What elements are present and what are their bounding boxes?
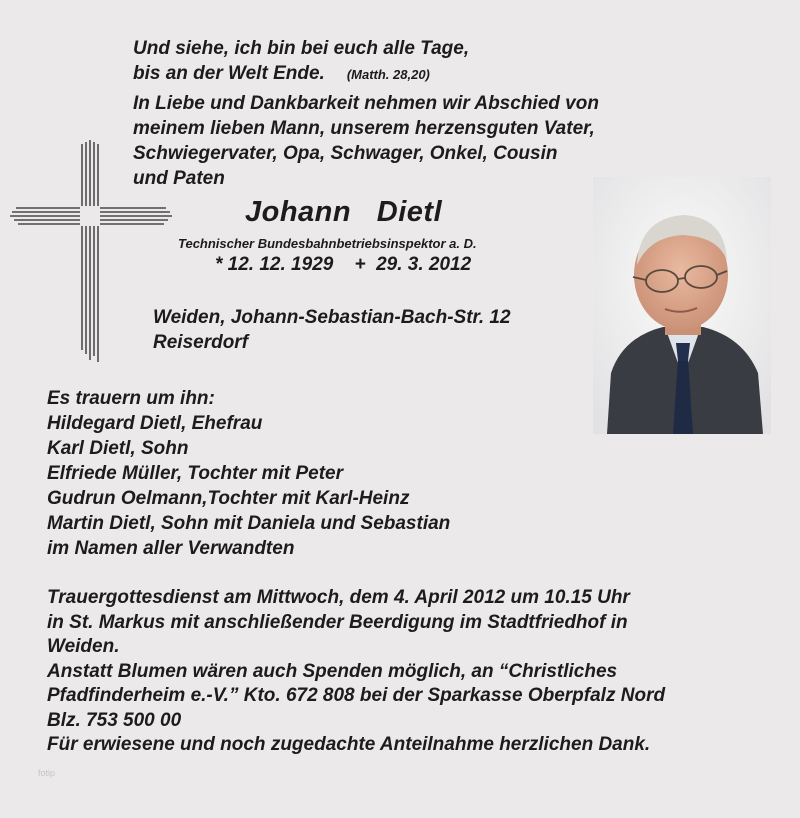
service-line: Weiden. xyxy=(47,636,120,657)
verse-line: Und siehe, ich bin bei euch alle Tage, xyxy=(133,38,470,59)
mourners-line: Hildegard Dietl, Ehefrau xyxy=(47,413,263,434)
address xyxy=(153,305,511,355)
service-line: in St. Markus mit anschließender Beerdigung im Stadtfriedhof in xyxy=(47,611,628,633)
deceased-title: Technischer Bundesbahnbetriebsinspektor a. D. xyxy=(178,236,477,251)
verse-line-text: bis an der Welt Ende. xyxy=(133,63,325,84)
service-line: Pfadfinderheim e.-V.” Kto. 672 808 bei der Sparkasse Oberpfalz Nord xyxy=(47,685,666,706)
service-line: Anstatt Blumen wären auch Spenden möglich, an “Christliches xyxy=(47,660,618,682)
verse-line xyxy=(133,61,469,87)
service-line: Trauergottesdienst am Mittwoch, dem 4. April 2012 um 10.15 Uhr xyxy=(47,587,630,608)
intro-line: und Paten xyxy=(133,168,225,189)
deceased-name: Johann Dietl xyxy=(245,196,443,228)
mourners-list xyxy=(47,386,450,561)
service-info xyxy=(47,586,665,758)
cross-icon xyxy=(10,140,172,366)
farewell-intro xyxy=(133,91,599,191)
mourners-line: im Namen aller Verwandten xyxy=(47,538,295,559)
mourners-line: Martin Dietl, Sohn mit Daniela und Sebastian xyxy=(47,513,451,534)
address-line: Weiden, Johann-Sebastian-Bach-Str. 12 xyxy=(153,307,511,328)
mourners-line: Es trauern um ihn: xyxy=(47,388,215,409)
mourners-line: Karl Dietl, Sohn xyxy=(47,438,189,459)
bible-verse xyxy=(133,36,469,87)
portrait-photo xyxy=(593,177,771,434)
verse-reference: (Matth. 28,20) xyxy=(346,67,430,82)
mourners-line: Elfriede Müller, Tochter mit Peter xyxy=(47,463,343,484)
watermark: fotip xyxy=(38,768,56,778)
address-line: Reiserdorf xyxy=(153,332,249,353)
service-line: Für erwiesene und noch zugedachte Anteilnahme herzlichen Dank. xyxy=(47,734,651,755)
intro-line: Schwiegervater, Opa, Schwager, Onkel, Cousin xyxy=(133,143,558,164)
intro-line: In Liebe und Dankbarkeit nehmen wir Abschied von xyxy=(133,93,599,114)
intro-line: meinem lieben Mann, unserem herzensguten Vater, xyxy=(133,118,595,139)
service-line: Blz. 753 500 00 xyxy=(47,709,182,731)
mourners-line: Gudrun Oelmann,Tochter mit Karl-Heinz xyxy=(47,488,410,509)
life-dates: * 12. 12. 1929 + 29. 3. 2012 xyxy=(215,254,472,275)
